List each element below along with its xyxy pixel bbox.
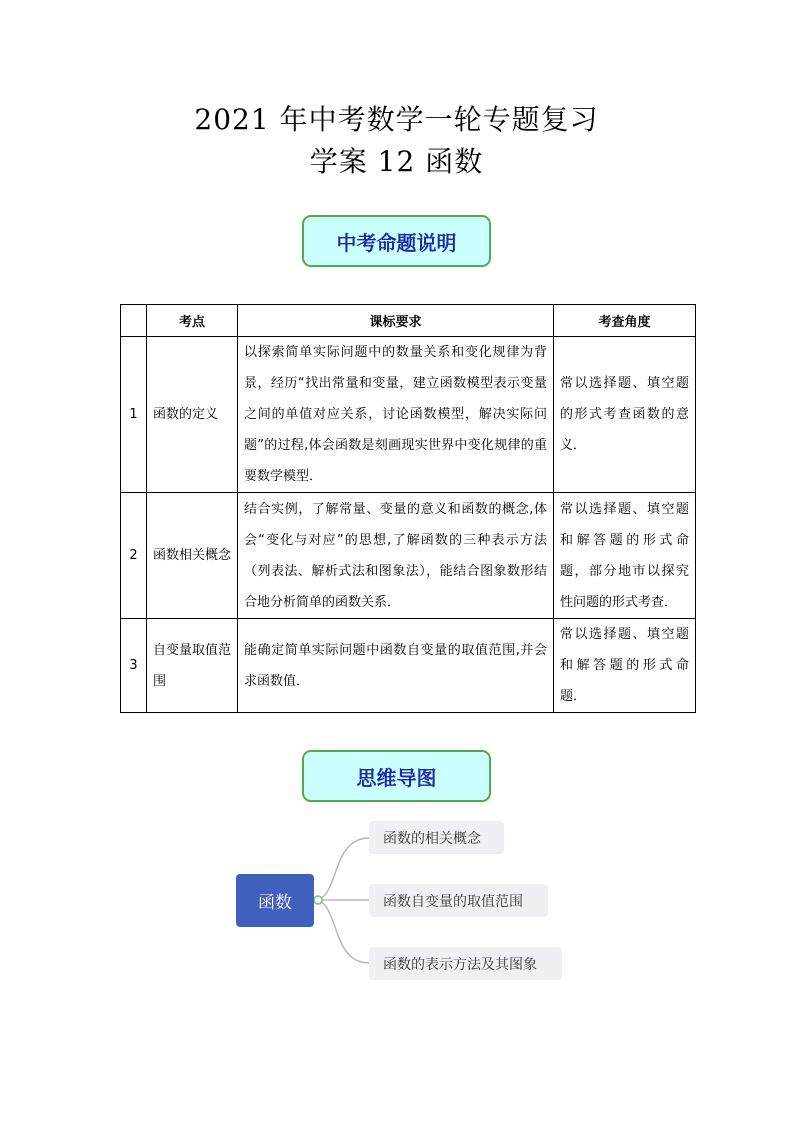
document-title: 2021 年中考数学一轮专题复习: [194, 103, 599, 136]
header-angle: 考查角度: [554, 305, 696, 337]
mind-map-branch-concepts: 函数的相关概念: [369, 821, 504, 854]
header-point: 考点: [147, 305, 238, 337]
row-number: 2: [121, 493, 147, 619]
section-banner-mind-map: 思维导图: [302, 750, 491, 802]
row-number: 1: [121, 337, 147, 493]
mind-map-branch-representation: 函数的表示方法及其图象: [369, 947, 562, 980]
row-requirement: 以探索简单实际问题中的数量关系和变化规律为背景，经历“找出常量和变量，建立函数模型表示变量之间的单值对应关系，讨论函数模型，解决实际问题”的过程,体会函数是刻画现实世界中变化规律的重要数学模型．: [238, 337, 554, 493]
row-angle: 常以选择题、填空题和解答题的形式命题，部分地市以探究性问题的形式考查．: [554, 493, 696, 619]
collapse-toggle-icon: [314, 896, 322, 904]
mind-map-branch-domain: 函数自变量的取值范围: [369, 884, 548, 917]
document-subtitle: 学案 12 函数: [309, 145, 484, 178]
row-angle: 常以选择题、填空题和解答题的形式命题．: [554, 619, 696, 713]
row-requirement: 结合实例，了解常量、变量的意义和函数的概念,体会“变化与对应”的思想,了解函数的三种表示方法（列表法、解析式法和图象法），能结合图象数形结合地分析简单的函数关系．: [238, 493, 554, 619]
row-point: 自变量取值范围: [147, 619, 238, 713]
header-requirement: 课标要求: [238, 305, 554, 337]
mind-map-root-node: 函数: [236, 874, 314, 927]
section-banner-exam-description: 中考命题说明: [302, 215, 491, 267]
row-angle: 常以选择题、填空题的形式考查函数的意义．: [554, 337, 696, 493]
row-point: 函数相关概念: [147, 493, 238, 619]
row-number: 3: [121, 619, 147, 713]
row-point: 函数的定义: [147, 337, 238, 493]
row-requirement: 能确定简单实际问题中函数自变量的取值范围,并会求函数值．: [238, 619, 554, 713]
